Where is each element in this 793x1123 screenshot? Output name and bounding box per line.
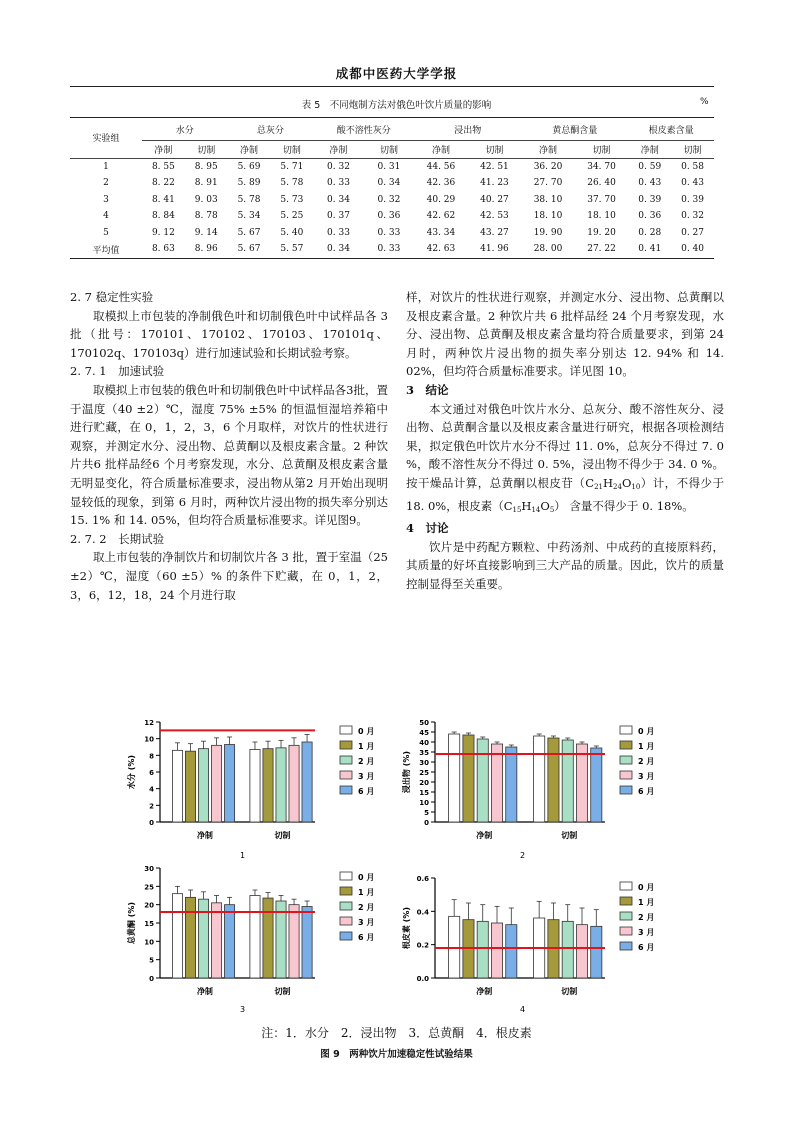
table-cell: 5. 67 [237, 227, 261, 238]
legend-swatch [340, 887, 352, 895]
legend-label: 3 月 [638, 928, 655, 937]
table-cell: 42. 53 [480, 211, 509, 222]
legend-swatch [620, 897, 632, 905]
y-tick-label: 20 [419, 779, 429, 787]
bar [250, 896, 260, 979]
legend-swatch [340, 741, 352, 749]
legend-label: 6 月 [358, 933, 375, 942]
table-cell: 0. 32 [327, 161, 350, 172]
table-cell: 41. 23 [480, 178, 509, 189]
panel-number: 4 [520, 1005, 526, 1014]
y-tick-label: 15 [419, 789, 429, 797]
y-tick-label: 10 [419, 799, 429, 807]
sub-header: 切制 [575, 141, 629, 159]
sub-header: 净制 [228, 141, 271, 159]
y-tick-label: 10 [144, 735, 154, 744]
y-axis-label: 浸出物 (%) [402, 750, 411, 794]
bar [250, 750, 260, 823]
legend-label: 2 月 [638, 913, 655, 922]
legend-label: 0 月 [358, 873, 375, 882]
bar [534, 736, 545, 822]
table-cell: 0. 28 [638, 227, 662, 238]
table-cell: 0. 39 [681, 194, 705, 205]
table-row [70, 192, 714, 209]
bar [185, 751, 195, 822]
group-header: 浸出物 [414, 118, 521, 141]
subscript: 10 [631, 482, 641, 491]
table-cell: 42. 51 [480, 161, 509, 172]
table-row [70, 158, 714, 175]
y-tick-label: 2 [149, 802, 154, 811]
legend-label: 3 月 [638, 772, 655, 781]
y-tick-label: 4 [149, 785, 154, 794]
legend-label: 6 月 [358, 787, 375, 796]
legend-swatch [620, 756, 632, 764]
y-tick-label: 50 [419, 719, 429, 727]
bar [449, 734, 460, 822]
table-cell: 8. 95 [194, 161, 218, 172]
table-cell: 19. 90 [533, 227, 563, 238]
sub-header: 净制 [142, 141, 185, 159]
y-tick-label: 40 [419, 739, 429, 747]
table-row [70, 208, 714, 225]
group-header: 黄总酮含量 [521, 118, 628, 141]
table-cell: 5. 73 [280, 194, 304, 205]
bar [506, 747, 517, 822]
sub-header: 切制 [671, 141, 714, 159]
category-label: 切制 [561, 987, 578, 996]
left-column [70, 288, 388, 604]
category-label: 净制 [476, 987, 493, 996]
legend-swatch [340, 726, 352, 734]
table-cell: 5. 69 [237, 161, 261, 172]
legend-label: 6 月 [638, 787, 655, 796]
y-tick-label: 30 [419, 759, 429, 767]
table-subheader-row [70, 141, 714, 159]
subscript: 15 [512, 505, 522, 514]
table-row [70, 175, 714, 192]
category-label: 切制 [274, 831, 291, 840]
bar [185, 897, 195, 978]
table-cell: 28. 00 [521, 241, 575, 258]
table-cell: 9. 12 [151, 227, 175, 238]
bar [302, 907, 312, 979]
table-cell: 9. 03 [194, 194, 218, 205]
section-heading: 2. 7 稳定性实验 [70, 290, 154, 304]
table-cell: 0. 33 [327, 178, 350, 189]
table-cell: 42. 62 [426, 211, 456, 222]
table-cell: 0. 32 [377, 194, 401, 205]
legend-label: 2 月 [638, 757, 655, 766]
paragraph: 取模拟上市包装的俄色叶和切制俄色叶中试样品各3批，置于温度（40 ±2）℃，湿度 75% ±5% 的恒温恒湿培养箱中进行贮藏，在 0，1，2，3，6 个月取样，对饮片的性状进行观察，并测定水分、浸出物、总黄酮以及根皮素含量。2 种饮片共6 批样品经6 个月考察发现，水分、总黄酮及根皮素含量无明显变化，符合质量标准要求，浸出物从第2 月开始出现明显较低的现象，到第 6 月时，两种饮片浸出物的损失率分别达 15. 1% 和 14. 05%，但均符合质量标准要求。详见图9。 [70, 382, 388, 528]
panel-number: 3 [240, 1005, 246, 1014]
group-col-header: 实验组 [70, 118, 142, 159]
bar [576, 925, 587, 978]
bar [172, 750, 182, 822]
table-cell: 0. 43 [681, 178, 705, 189]
table-cell: 0. 40 [671, 241, 714, 258]
bar [289, 745, 299, 822]
table-cell: 27. 70 [533, 178, 563, 189]
table-cell: 5. 67 [228, 241, 271, 258]
y-tick-label: 8 [149, 752, 154, 761]
sub-header: 切制 [468, 141, 522, 159]
y-axis-label: 根皮素 (%) [402, 906, 411, 950]
paragraph-continued: 样，对饮片的性状进行观察，并测定水分、浸出物、总黄酮以及根皮素含量。2 种饮片共 6 批样品经 24 个月考察发现，水分、浸出物、总黄酮及根皮素含量均符合质量要求，到第 24 月时，两种饮片浸出物的损失率分别达 12. 94% 和 14. 02%，但均符合质量标准要求。详见图 10。 [406, 290, 724, 379]
y-tick-label: 0.4 [416, 908, 429, 917]
subscript: 14 [531, 505, 541, 514]
table-cell: 43. 34 [426, 227, 456, 238]
group-header: 酸不溶性灰分 [313, 118, 414, 141]
table-cell: 27. 22 [575, 241, 629, 258]
legend-label: 1 月 [358, 888, 375, 897]
group-header: 总灰分 [228, 118, 314, 141]
row-label: 平均值 [70, 241, 142, 258]
bar [591, 926, 602, 978]
table-cell: 0. 34 [377, 178, 401, 189]
panel-number: 1 [240, 851, 246, 860]
y-tick-label: 6 [149, 769, 154, 777]
table-cell: 8. 78 [194, 211, 218, 222]
table-cell: 26. 40 [587, 178, 616, 189]
text: ） 含量不得少于 0. 18%。 [554, 498, 694, 513]
section-heading: 3 结论 [406, 382, 449, 397]
bar [491, 744, 502, 822]
paragraph: 本文通过对俄色叶饮片水分、总灰分、酸不溶性灰分、浸出物、总黄酮含量以及根皮素含量进行研究，根据各项检测结果，拟定俄色叶饮片水分不得过 11. 0%，总灰分不得过 7. 0 %，酸不溶性灰分不得过 0. 5%，浸出物不得少于 34. 0 %。按干燥品计算，总黄酮以根皮苷$(C_{21}H_{24}O_{10})$计，不得少于 18. 0%，根皮素$(C_{15}H_{14}O_5)$ 含量不得少于 0. 18%。 [406, 401, 724, 514]
bar [198, 899, 208, 978]
legend-swatch [340, 756, 352, 764]
table-header-row [70, 118, 714, 141]
table-cell: 0. 33 [327, 227, 350, 238]
bar [276, 748, 286, 822]
legend-label: 2 月 [358, 757, 375, 766]
table-cell: 34. 70 [587, 161, 616, 172]
table-unit: % [700, 97, 709, 107]
bar [224, 745, 234, 823]
chart-panel-4 [401, 875, 654, 1014]
bar [263, 898, 273, 978]
legend-swatch [620, 927, 632, 935]
bar [289, 905, 299, 978]
row-label: 3 [103, 194, 109, 205]
category-label: 净制 [476, 831, 493, 840]
table-cell: 18. 10 [587, 211, 616, 222]
header-rule [70, 86, 714, 87]
table-cell: 0. 43 [638, 178, 662, 189]
sub-header: 切制 [364, 141, 414, 159]
table-cell: 19. 20 [587, 227, 616, 238]
legend-swatch [620, 771, 632, 779]
y-tick-label: 20 [144, 901, 154, 910]
table-cell: 41. 96 [468, 241, 522, 258]
bar [562, 740, 573, 822]
legend-swatch [620, 912, 632, 920]
bar [562, 921, 573, 978]
bar [463, 735, 474, 822]
table-cell: 5. 78 [237, 194, 261, 205]
journal-header: 成都中医药大学学报 [335, 66, 458, 81]
y-tick-label: 0 [149, 975, 154, 983]
table-cell: 8. 22 [151, 178, 175, 189]
legend-swatch [340, 872, 352, 880]
table-cell: 5. 57 [270, 241, 313, 258]
table-cell: 8. 55 [151, 161, 175, 172]
legend-label: 1 月 [638, 742, 655, 751]
table-cell: 44. 56 [426, 161, 456, 172]
legend-label: 1 月 [358, 742, 375, 751]
panel-number: 2 [520, 851, 526, 860]
legend-label: 1 月 [638, 898, 655, 907]
table-cell: 0. 41 [628, 241, 671, 258]
sub-header: 净制 [521, 141, 575, 159]
table-row [70, 225, 714, 242]
data-table [70, 117, 714, 259]
y-tick-label: 30 [144, 865, 154, 873]
y-tick-label: 0.0 [416, 975, 429, 983]
table-cell: 8. 91 [194, 178, 218, 189]
y-tick-label: 45 [419, 729, 429, 737]
table-cell: 5. 34 [237, 211, 261, 222]
legend-swatch [340, 771, 352, 779]
chart-panel-2 [401, 719, 654, 860]
table-cell: 5. 78 [280, 178, 304, 189]
bar [591, 748, 602, 822]
bar [477, 921, 488, 978]
bar [224, 905, 234, 978]
sub-header: 净制 [414, 141, 468, 159]
table-cell: 9. 14 [194, 227, 218, 238]
legend-label: 0 月 [358, 727, 375, 736]
y-tick-label: 15 [144, 920, 154, 928]
table-cell: 0. 37 [327, 211, 350, 222]
table-cell: 40. 29 [426, 194, 456, 205]
figure-caption: 图 9 两种饮片加速稳定性试验结果 [320, 1049, 473, 1060]
right-column [406, 288, 724, 594]
bar [477, 739, 488, 822]
chart-panel-1 [126, 719, 374, 860]
table-cell: 37. 70 [587, 194, 616, 205]
table-cell: 8. 96 [185, 241, 228, 258]
bar [576, 744, 587, 822]
legend-swatch [340, 902, 352, 910]
y-tick-label: 0 [149, 819, 154, 827]
table-cell: 42. 63 [414, 241, 468, 258]
row-label: 4 [103, 211, 109, 222]
bar [211, 745, 221, 822]
legend-swatch [620, 726, 632, 734]
row-label: 1 [103, 161, 109, 172]
y-tick-label: 5 [149, 956, 154, 965]
y-tick-label: 10 [144, 938, 154, 947]
row-label: 2 [103, 178, 109, 189]
table-cell: 5. 40 [280, 227, 304, 238]
y-axis-label: 总黄酮 (%) [127, 901, 136, 945]
table-cell: 0. 36 [638, 211, 662, 222]
category-label: 净制 [196, 987, 213, 996]
table-cell: 0. 59 [638, 161, 662, 172]
table-cell: 0. 36 [377, 211, 401, 222]
table-cell: 5. 89 [237, 178, 261, 189]
legend-swatch [340, 786, 352, 794]
paragraph: 取模拟上市包装的净制俄色叶和切制俄色叶中试样品各 3 批（批号：170101、170102、170103、170101q、170102q、170103q）进行加速试验和长期试验考察。 [70, 308, 388, 360]
table-cell: 5. 71 [280, 161, 304, 172]
paragraph: 饮片是中药配方颗粒、中药汤剂、中成药的直接原料药，其质量的好坏直接影响到三大产品的质量。因此，饮片的质量控制显得至关重要。 [406, 539, 724, 591]
category-label: 切制 [561, 831, 578, 840]
subsection-heading: 2. 7. 2 长期试验 [70, 531, 165, 546]
legend-label: 3 月 [358, 918, 375, 927]
group-header: 水分 [142, 118, 228, 141]
paragraph: 取上市包装的净制饮片和切制饮片各 3 批，置于室温（25 ±2）℃，湿度（60 ±5）% 的条件下贮藏，在 0，1，2，3，6，12，18，24 个月进行取 [70, 550, 388, 602]
table-cell: 0. 33 [377, 227, 401, 238]
legend-label: 6 月 [638, 943, 655, 952]
bar [548, 738, 559, 822]
legend-swatch [340, 932, 352, 940]
table-cell: 0. 31 [377, 161, 401, 172]
text: 本文通过对俄色叶饮片水分、总灰分、酸不溶性灰分、浸出物、总黄酮含量以及根皮素含量进行研究，根据各项检测结果，拟定俄色叶饮片水分不得过 11. 0%，总灰分不得过 7. 0 %，酸不溶性灰分不得过 0. 5%，浸出物不得少于 34. 0 %。按干燥品计算，总黄酮以根皮苷（C [406, 401, 724, 490]
table-cell: 0. 58 [681, 161, 705, 172]
y-axis-label: 水分 (%) [127, 754, 136, 790]
figure-9-charts [0, 710, 793, 1020]
sub-header: 切制 [270, 141, 313, 159]
subscript: 21 [594, 482, 604, 491]
text: ）计，不得少于 18. 0%，根皮素（C [406, 475, 724, 513]
bar [172, 894, 182, 978]
legend-label: 2 月 [358, 903, 375, 912]
table-cell: 0. 33 [364, 241, 414, 258]
table-cell: 43. 27 [480, 227, 509, 238]
table-cell: 42. 36 [426, 178, 456, 189]
chart-panel-3 [126, 865, 374, 1014]
group-header: 根皮素含量 [628, 118, 714, 141]
y-tick-label: 35 [419, 749, 429, 757]
legend-swatch [620, 942, 632, 950]
subscript: 5 [549, 505, 555, 514]
table-cell: 0. 32 [681, 211, 705, 222]
table-cell: 36. 20 [533, 161, 563, 172]
category-label: 净制 [196, 831, 213, 840]
legend-swatch [620, 741, 632, 749]
y-tick-label: 25 [144, 883, 154, 892]
y-tick-label: 5 [424, 809, 429, 817]
sub-header: 净制 [313, 141, 363, 159]
y-tick-label: 12 [144, 719, 154, 727]
table-cell: 0. 34 [313, 241, 363, 258]
table-cell: 8. 41 [151, 194, 175, 205]
table-cell: 0. 27 [681, 227, 705, 238]
legend-label: 0 月 [638, 727, 655, 736]
y-tick-label: 0 [424, 819, 429, 827]
bar [491, 923, 502, 978]
legend-swatch [340, 917, 352, 925]
table-cell: 38. 10 [533, 194, 563, 205]
bar [263, 749, 273, 822]
bar [198, 749, 208, 822]
subscript: 24 [613, 482, 622, 491]
legend-swatch [620, 882, 632, 890]
table-caption: 表 5 不同炮制方法对俄色叶饮片质量的影响 [301, 100, 492, 111]
row-label: 5 [103, 227, 109, 238]
table-row [70, 241, 714, 258]
section-heading: 4 讨论 [406, 521, 449, 536]
sub-header: 切制 [185, 141, 228, 159]
table-cell: 0. 39 [638, 194, 662, 205]
y-tick-label: 0.2 [416, 941, 429, 950]
sub-header: 净制 [628, 141, 671, 159]
table-cell: 8. 84 [151, 211, 175, 222]
table-cell: 18. 10 [533, 211, 563, 222]
subsection-heading: 2. 7. 1 加速试验 [70, 364, 165, 379]
legend-label: 0 月 [638, 883, 655, 892]
bar [302, 742, 312, 822]
table-cell: 40. 27 [480, 194, 509, 205]
table-cell: 5. 25 [280, 211, 304, 222]
bar [506, 925, 517, 978]
legend-swatch [620, 786, 632, 794]
category-label: 切制 [274, 987, 291, 996]
y-tick-label: 25 [419, 769, 429, 777]
y-tick-label: 0.6 [416, 875, 429, 883]
bar [211, 903, 221, 978]
table-cell: 0. 34 [327, 194, 350, 205]
table-cell: 8. 63 [142, 241, 185, 258]
legend-label: 3 月 [358, 772, 375, 781]
figure-note: 注：1．水分 2．浸出物 3．总黄酮 4．根皮素 [261, 1026, 532, 1040]
